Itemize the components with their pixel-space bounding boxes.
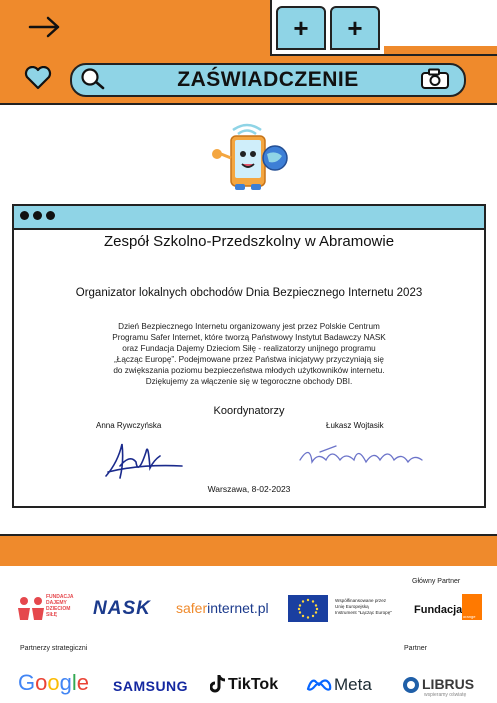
meta-icon (306, 678, 332, 697)
arrow-right-icon (28, 16, 62, 43)
heart-icon (24, 66, 52, 95)
google-letter: l (71, 670, 77, 695)
saferinternet-logo (176, 600, 269, 616)
orange-word: orange (463, 614, 476, 619)
body-line: Dzień Bezpiecznego Internetu organizowany jest przez Polskie Centrum (118, 322, 380, 331)
fdds-logo (16, 594, 74, 624)
eu-flag-icon (288, 595, 328, 622)
librus-icon (402, 676, 420, 699)
footer-band (0, 534, 497, 568)
eu-text (335, 598, 392, 616)
google-letter: g (59, 670, 72, 695)
google-letter: o (47, 670, 60, 695)
body-line: oraz Fundacja Dajemy Dzieciom Siłę - realizatorzy unijnego programu (122, 344, 376, 353)
window-dot (33, 211, 42, 220)
plus-icon: + (330, 6, 380, 50)
coordinators-label: Koordynatorzy (213, 405, 285, 417)
nask-logo: NASK (93, 598, 151, 619)
camera-icon (420, 68, 450, 95)
google-letter: e (76, 670, 90, 695)
window-dot (20, 211, 29, 220)
eu-line: Unię Europejską (335, 604, 369, 609)
signature-left (100, 432, 190, 489)
google-letter: o (35, 670, 48, 695)
search-icon (80, 67, 106, 96)
google-logo (18, 670, 89, 696)
eu-line: Współfinansowane przez (335, 598, 387, 603)
certificate-body (14, 321, 484, 387)
fdds-text: DAJEMY (46, 600, 67, 606)
strategic-partners-label: Partnerzy strategiczni (20, 645, 88, 652)
orange-foundation-text: Fundacja (414, 604, 463, 616)
meta-logo: Meta (334, 675, 372, 694)
partner-label: Partner (404, 645, 427, 652)
librus-tagline: wspieramy oświatę (424, 692, 467, 698)
coordinator-right-name: Łukasz Wojtasik (326, 421, 384, 430)
title-bar (70, 63, 466, 97)
librus-logo: LIBRUS (422, 676, 475, 692)
orange-logo (462, 594, 482, 620)
saferinternet-a: safer (176, 600, 208, 616)
samsung-logo: SAMSUNG (113, 678, 189, 694)
tiktok-icon (210, 674, 226, 699)
certificate-frame-titlebar (12, 204, 486, 230)
tiktok-logo: TikTok (228, 676, 279, 693)
body-line: „Łącząc Europę”. Podejmowane przez Państwa inicjatywy przyczyniają się (114, 355, 384, 364)
body-line: Programu Safer Internet, które tworzą Państwowy Instytut Badawczy NASK (112, 333, 386, 342)
plus-icon: + (276, 6, 326, 50)
school-name: Zespół Szkolno-Przedszkolny w Abramowie (103, 233, 395, 250)
body-line: do zwiększania poziomu bezpieczeństwa młodych użytkowników internetu. (113, 366, 385, 375)
organizer-role: Organizator lokalnych obchodów Dnia Bezpiecznego Internetu 2023 (75, 287, 423, 299)
page-title: ZAŚWIADCZENIE (177, 68, 359, 91)
fdds-text: SIŁĘ (46, 612, 58, 618)
fdds-text: FUNDACJA (46, 594, 74, 600)
main-partner-label: Główny Partner (412, 578, 461, 585)
coordinator-left-name: Anna Rywczyńska (96, 421, 162, 430)
place-date: Warszawa, 8-02-2023 (207, 484, 291, 494)
fdds-text: DZIECIOM (46, 606, 71, 612)
body-line: Dziękujemy za włączenie się w tegoroczne obchody DBI. (145, 377, 353, 386)
window-dot (46, 211, 55, 220)
signature-right (296, 438, 428, 477)
mascot-illustration (205, 120, 295, 197)
google-letter: G (18, 670, 36, 695)
header-tab-strip-right (384, 46, 497, 54)
eu-line: Instrument "Łącząc Europę" (335, 610, 392, 615)
saferinternet-b: internet.pl (207, 600, 269, 616)
footer-band-edge (0, 566, 497, 568)
